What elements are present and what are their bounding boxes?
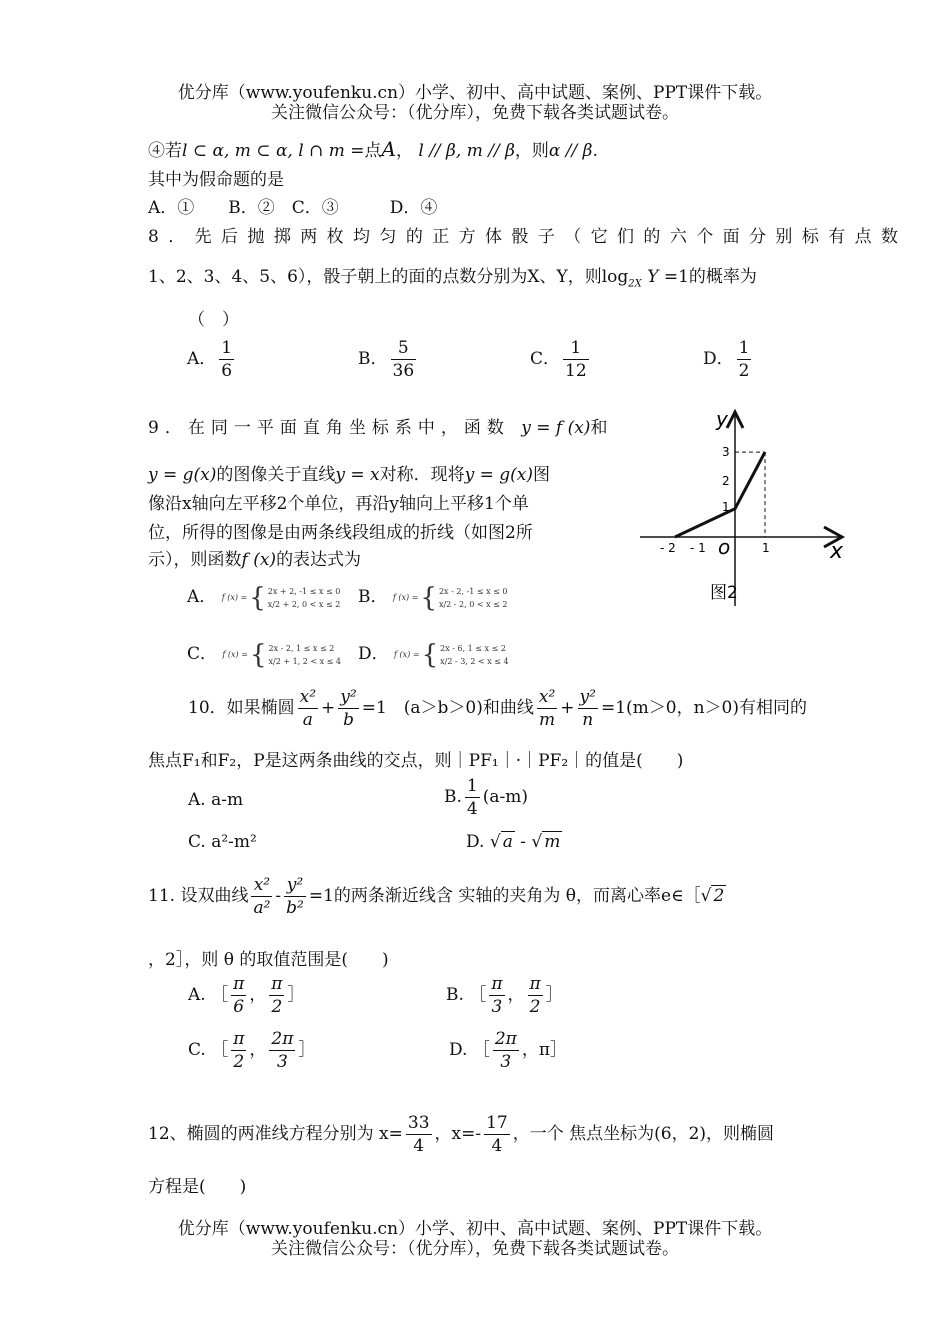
- q11-line-2: ，2］，则 θ 的取值范围是( ): [148, 950, 389, 970]
- y-tick-label: 3: [722, 445, 730, 459]
- q11-line-1: 11. 设双曲线 $\frac{\text{x²}}{\text{a²}}$ - $\frac{\text{y²}}{\text{b²}}$ =1的两条渐近线含 实轴的夹角为 θ，而离心率e∈［√ 2: [148, 875, 725, 918]
- q9-line-3: 像沿x轴向左平移2个单位，再沿y轴向上平移1个单: [148, 494, 529, 514]
- q9-line-1: 9．在同一平面直角坐标系中，函数 y = f (x)和: [148, 418, 614, 438]
- q9-line-2: y = g(x)的图像关于直线y = x对称．现将y = g(x)图: [148, 465, 551, 485]
- y-tick-label: 1: [722, 500, 730, 514]
- header-line-1: 优分库（www.youfenku.cn）小学、初中、高中试题、案例、PPT课件下载。: [177, 83, 773, 103]
- q7-options: A．① B．② C．③ D．④: [148, 198, 438, 218]
- y-tick-label: 2: [722, 474, 730, 488]
- x-axis-label: x: [830, 539, 844, 564]
- q10-line-1: 10．如果椭圆 $\frac{\text{x²}}{a}$ + $\frac{\text{y²}}{b}$ =1 (a＞b＞0)和曲线 $\frac{\text{x²}}{m}$ + $\frac{\text{y²}}{n}$ =1(m＞0，n＞0)有相同的: [188, 687, 807, 730]
- q8-option-a: A． $\frac{1}{6}$: [187, 338, 233, 381]
- origin-label: o: [718, 535, 731, 559]
- q11-option-d: D. ［ $\frac{2\pi}{3}$ ，π］: [449, 1029, 568, 1072]
- figure-2-graph: [632, 400, 852, 610]
- q11-option-b: B. ［ $\frac{\pi}{3}$ ， $\frac{\pi}{2}$ ］: [446, 974, 563, 1017]
- q10-option-b: B. $\frac{1}{4}$ (a-m): [444, 776, 528, 819]
- q11-option-a: A. ［ $\frac{\pi}{6}$ ， $\frac{\pi}{2}$ ］: [188, 974, 305, 1017]
- q9-option-a: A． f (x) ={ 2x + 2, -1 ≤ x ≤ 0 x/2 + 2, 0 < x ≤ 2: [187, 582, 341, 613]
- q9-option-b: B． f (x) ={ 2x - 2, -1 ≤ x ≤ 0 x/2 - 2, 0 < x ≤ 2: [358, 582, 508, 613]
- q8-line-2: 1、2、3、4、5、6），骰子朝上的面的点数分别为X、Y，则$\log_{2X} Y =1$的概率为: [148, 267, 757, 290]
- q7-question: 其中为假命题的是: [148, 170, 284, 190]
- q10-option-a: A. a-m: [188, 790, 244, 810]
- q8-line-1: 8．先后抛掷两枚均匀的正方体骰子（它们的六个面分别标有点数: [148, 227, 908, 247]
- q9-line-5: 示），则函数f (x)的表达式为: [148, 550, 362, 570]
- y-axis-label: y: [716, 407, 728, 431]
- q8-option-d: D． $\frac{1}{2}$: [703, 338, 750, 381]
- q10-option-d: D. √ a - √ m: [466, 832, 561, 852]
- q7-item-4: ④若l ⊂ α, m ⊂ α, l ∩ m =点A， l // β, m // β，则α // β.: [148, 137, 598, 161]
- q8-option-c: C． $\frac{1}{12}$: [530, 338, 587, 381]
- function-polyline: [675, 452, 765, 537]
- footer-line-1: 优分库（www.youfenku.cn）小学、初中、高中试题、案例、PPT课件下载。: [177, 1219, 773, 1239]
- q11-option-c: C. ［ $\frac{\pi}{2}$ ， $\frac{2\pi}{3}$ ］: [188, 1029, 316, 1072]
- q12-line-1: 12、椭圆的两准线方程分别为 x= $\frac{33}{4}$ ，x=- $\frac{17}{4}$ ，一个 焦点坐标为(6，2)，则椭圆: [148, 1113, 775, 1156]
- q10-line-2: 焦点F₁和F₂，P是这两条曲线的交点，则｜PF₁｜·｜PF₂｜的值是( ): [148, 751, 684, 771]
- q9-option-d: D． f (x) ={ 2x - 6, 1 ≤ x ≤ 2 x/2 - 3, 2 < x ≤ 4: [358, 639, 509, 670]
- footer-line-2: 关注微信公众号：（优分库），免费下载各类试题试卷。: [271, 1239, 679, 1259]
- header-line-2: 关注微信公众号：（优分库），免费下载各类试题试卷。: [271, 103, 679, 123]
- figure-caption: 图2: [710, 583, 738, 603]
- q9-line-4: 位，所得的图像是由两条线段组成的折线（如图2所: [148, 523, 533, 543]
- x-tick-label: - 2: [660, 541, 676, 555]
- q10-option-c: C. a²-m²: [188, 832, 257, 852]
- q12-line-2: 方程是( ): [148, 1177, 247, 1197]
- q9-option-c: C． f (x) ={ 2x - 2, 1 ≤ x ≤ 2 x/2 + 1, 2 < x ≤ 4: [187, 639, 342, 670]
- x-tick-label: - 1: [690, 541, 706, 555]
- x-tick-label: 1: [762, 541, 770, 555]
- q8-option-b: B． $\frac{5}{36}$: [358, 338, 415, 381]
- q8-paren: （ ）: [188, 310, 239, 330]
